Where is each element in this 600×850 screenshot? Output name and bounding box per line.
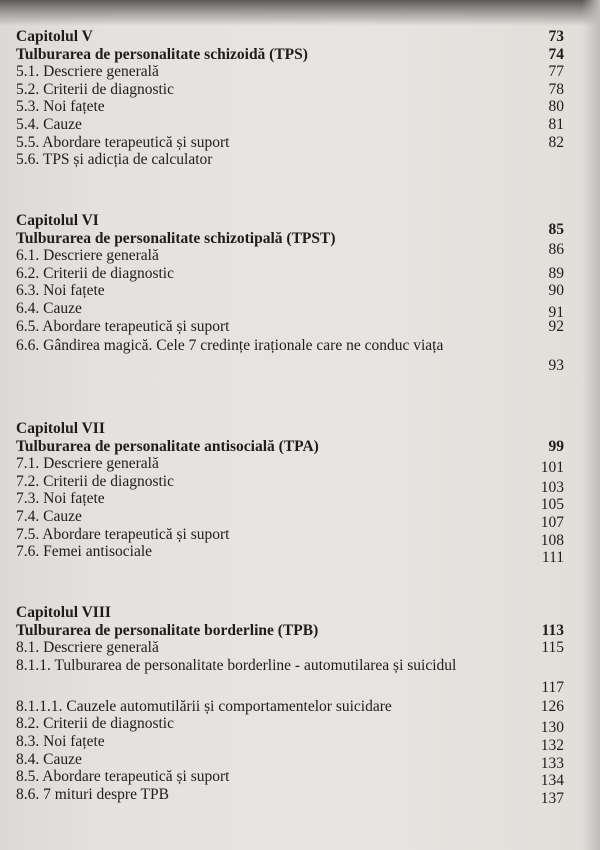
toc-entry [16, 525, 564, 549]
page-number: 134 [540, 772, 564, 790]
page-number: 86 [548, 241, 564, 259]
toc-entry-text: 8.5. Abordare terapeutică și suport [16, 768, 230, 786]
toc-entry-text: 8.1. Descriere generală [16, 639, 159, 657]
chapter-label-text: Capitolul VIII [16, 604, 111, 621]
toc-entry [16, 715, 564, 737]
page-number: 117 [541, 678, 564, 696]
toc-entry [16, 507, 564, 531]
toc-entry [16, 750, 564, 772]
page-number: 101 [540, 459, 564, 477]
page-number: 91 [548, 303, 564, 321]
page-number: 103 [540, 478, 564, 496]
chapter-title-text: Tulburarea de personalitate schizotipală (TPST) [16, 229, 336, 247]
toc-entry-text: 7.6. Femei antisociale [16, 543, 153, 561]
page-number: 113 [541, 621, 564, 639]
toc-entry [16, 335, 564, 375]
toc-entry-text: 8.4. Cauze [16, 750, 82, 768]
toc-entry [16, 472, 564, 496]
page-number: 82 [548, 133, 564, 151]
chapter-6 [16, 212, 564, 375]
toc-entry [16, 561, 564, 579]
page-number: 85 [548, 220, 564, 238]
page-number: 137 [540, 789, 564, 807]
toc-entry-text: 6.3. Noi fațete [16, 282, 105, 300]
toc-entry-text: 5.6. TPS și adicția de calculator [16, 151, 213, 169]
page-number: 115 [541, 639, 564, 657]
chapter-label [16, 604, 564, 622]
toc-entry [16, 282, 564, 300]
toc-entry-text: 5.2. Criterii de diagnostic [16, 80, 174, 98]
toc-entry [16, 639, 564, 657]
chapter-title-text: Tulburarea de personalitate schizoidă (TPS) [16, 45, 308, 63]
toc-entry [16, 63, 564, 81]
page-number: 89 [548, 264, 564, 282]
toc-entry [16, 455, 564, 477]
page-number: 105 [540, 496, 564, 514]
toc-entry [16, 785, 564, 807]
chapter-label-text: Capitolul VI [16, 212, 99, 229]
toc-entry-text: 6.2. Criterii de diagnostic [16, 264, 174, 282]
page-number: 107 [540, 513, 564, 531]
chapter-5 [16, 28, 564, 169]
toc-entry-text: 5.4. Cauze [16, 115, 82, 133]
toc-entry [16, 134, 564, 152]
toc-entry-text: 8.3. Noi fațete [16, 732, 105, 750]
page-number: 80 [548, 98, 564, 116]
page-number: 111 [541, 549, 564, 567]
toc-entry [16, 543, 564, 567]
toc-entry [16, 732, 564, 754]
chapter-title-text: Tulburarea de personalitate antisocială (TPA) [16, 437, 319, 455]
toc-entry [16, 81, 564, 99]
chapter-title [16, 622, 564, 640]
page-number: 132 [540, 736, 564, 754]
page-number: 74 [548, 45, 564, 63]
toc-entry [16, 241, 564, 265]
toc-entry [16, 265, 564, 283]
toc-entry-text: 8.2. Criterii de diagnostic [16, 715, 174, 733]
toc-entry [16, 768, 564, 790]
toc-entry [16, 318, 564, 336]
page-number: 126 [540, 697, 564, 715]
page-number: 78 [548, 80, 564, 98]
toc-entry [16, 490, 564, 514]
toc-entry [16, 98, 564, 116]
toc-entry [16, 656, 564, 696]
page-number: 108 [540, 531, 564, 549]
toc-entry-text: 5.3. Noi fațete [16, 98, 105, 116]
toc-entry-text: 7.3. Noi fațete [16, 490, 105, 508]
chapter-label [16, 28, 564, 46]
toc-entry-text: 7.5. Abordare terapeutică și suport [16, 525, 230, 543]
toc-entry-text: 5.5. Abordare terapeutică și suport [16, 133, 230, 151]
toc-entry-text: 6.4. Cauze [16, 299, 82, 317]
chapter-label-text: Capitolul V [16, 28, 93, 45]
chapter-title [16, 46, 564, 64]
page-number: 77 [548, 63, 564, 81]
toc-entry-text: 8.1.1. Tulburarea de personalitate borderline - automutilarea și suicidul [16, 656, 457, 674]
toc-entry [16, 698, 564, 716]
chapter-8 [16, 604, 564, 807]
chapter-7 [16, 420, 564, 578]
page-number: 133 [540, 754, 564, 772]
toc-entry [16, 151, 564, 169]
chapter-label [16, 212, 564, 230]
toc-entry-text: 6.5. Abordare terapeutică și suport [16, 317, 230, 335]
toc-entry-text: 7.2. Criterii de diagnostic [16, 472, 174, 490]
toc-entry-text: 8.1.1.1. Cauzele automutilării și comportamentelor suicidare [16, 697, 392, 715]
page-number: 73 [548, 28, 564, 45]
page-number: 99 [548, 437, 564, 455]
toc-entry [16, 299, 564, 321]
page-number: 92 [548, 317, 564, 335]
page-number: 130 [540, 719, 564, 737]
chapter-label [16, 420, 564, 438]
toc-entry-text: 6.1. Descriere generală [16, 247, 159, 265]
page-number: 90 [548, 282, 564, 300]
toc-entry-text: 8.6. 7 mituri despre TPB [16, 785, 169, 803]
chapter-label-text: Capitolul VII [16, 420, 105, 437]
toc-entry-text: 5.1. Descriere generală [16, 63, 159, 81]
toc-entry [16, 116, 564, 134]
toc-entry-text: 7.1. Descriere generală [16, 455, 159, 473]
page-number: 81 [548, 115, 564, 133]
toc-entry-text: 6.6. Gândirea magică. Cele 7 credințe iraționale care ne conduc viața [16, 337, 444, 355]
toc-entry-text: 7.4. Cauze [16, 507, 82, 525]
chapter-title [16, 438, 564, 456]
page-number: 93 [548, 357, 564, 375]
chapter-title-text: Tulburarea de personalitate borderline (TPB) [16, 621, 319, 639]
